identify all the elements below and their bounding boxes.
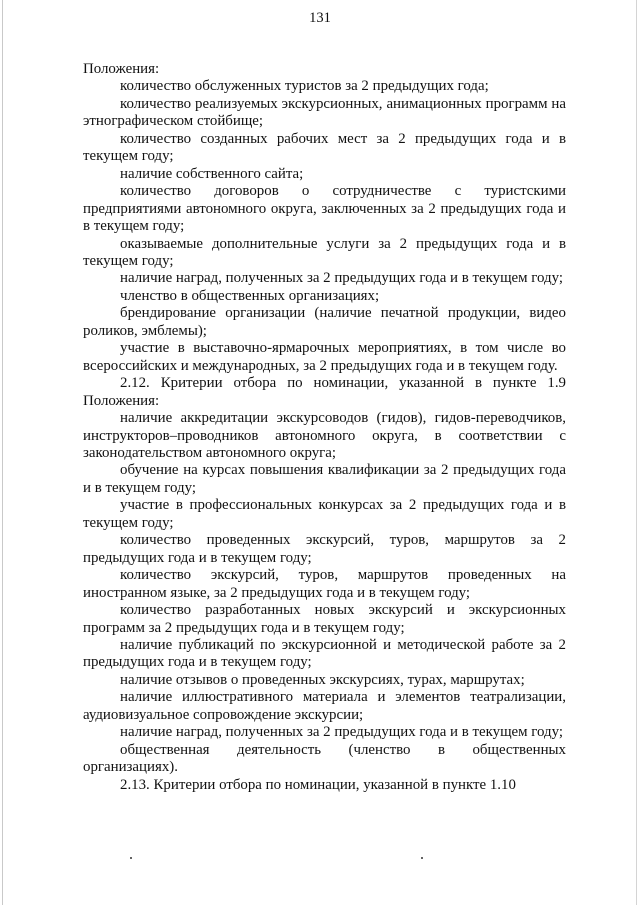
scan-edge-left [2, 0, 3, 905]
body-paragraph: участие в профессиональных конкурсах за 2 предыдущих года и в текущем году; [83, 497, 566, 531]
page-number: 131 [309, 10, 331, 26]
body-paragraph: количество проведенных экскурсий, туров, маршрутов за 2 предыдущих года и в текущем году; [83, 532, 566, 566]
body-paragraph: 2.12. Критерии отбора по номинации, указанной в пункте 1.9 Положения: [83, 375, 566, 409]
scan-speck [130, 857, 132, 859]
body-paragraph: общественная деятельность (членство в общественных организациях). [83, 741, 566, 776]
section-heading: Положения: [83, 61, 160, 77]
body-paragraph: участие в выставочно-ярмарочных мероприятиях, в том числе во всероссийских и международных, за 2 предыдущих года и в текущем году. [83, 340, 566, 374]
body-paragraph: оказываемые дополнительные услуги за 2 предыдущих года и в текущем году; [83, 235, 566, 269]
body-paragraph: количество разработанных новых экскурсий и экскурсионных программ за 2 предыдущих года и в текущем году; [83, 602, 566, 636]
body-paragraph: количество созданных рабочих мест за 2 предыдущих года и в текущем году; [83, 130, 566, 165]
body-paragraph: наличие наград, полученных за 2 предыдущих года и в текущем году; [120, 724, 564, 741]
body-paragraph: наличие публикаций по экскурсионной и методической работе за 2 предыдущих года и в текущем году; [83, 636, 566, 671]
body-paragraph: наличие собственного сайта; [120, 165, 304, 182]
body-paragraph: количество договоров о сотрудничестве с туристскими предприятиями автономного округа, заключенных за 2 предыдущих года и в текущем году; [83, 183, 566, 235]
body-paragraph: наличие иллюстративного материала и элементов театрализации, аудиовизуальное сопровождение экскурсии; [83, 689, 566, 723]
body-paragraph: обучение на курсах повышения квалификации за 2 предыдущих года и в текущем году; [83, 462, 566, 496]
body-paragraph: наличие наград, полученных за 2 предыдущих года и в текущем году; [120, 270, 564, 287]
body-paragraph: количество реализуемых экскурсионных, анимационных программ на этнографическом стойбище; [83, 95, 566, 130]
body-paragraph: наличие аккредитации экскурсоводов (гидов), гидов-переводчиков, инструкторов–проводников автономного округа, в соответствии с законодательством автономного округа; [83, 410, 566, 461]
body-paragraph: количество обслуженных туристов за 2 предыдущих года; [120, 78, 489, 95]
body-paragraph: количество экскурсий, туров, маршрутов проведенных на иностранном языке, за 2 предыдущих года и в текущем году; [83, 567, 566, 601]
body-paragraph: 2.13. Критерии отбора по номинации, указанной в пункте 1.10 [120, 776, 516, 793]
body-paragraph: брендирование организации (наличие печатной продукции, видео роликов, эмблемы); [83, 305, 566, 339]
scan-speck [421, 857, 423, 859]
document-body [83, 61, 566, 794]
body-paragraph: членство в общественных организациях; [120, 287, 380, 304]
scan-edge-right [636, 0, 637, 905]
body-paragraph: наличие отзывов о проведенных экскурсиях, турах, маршрутах; [120, 671, 525, 688]
